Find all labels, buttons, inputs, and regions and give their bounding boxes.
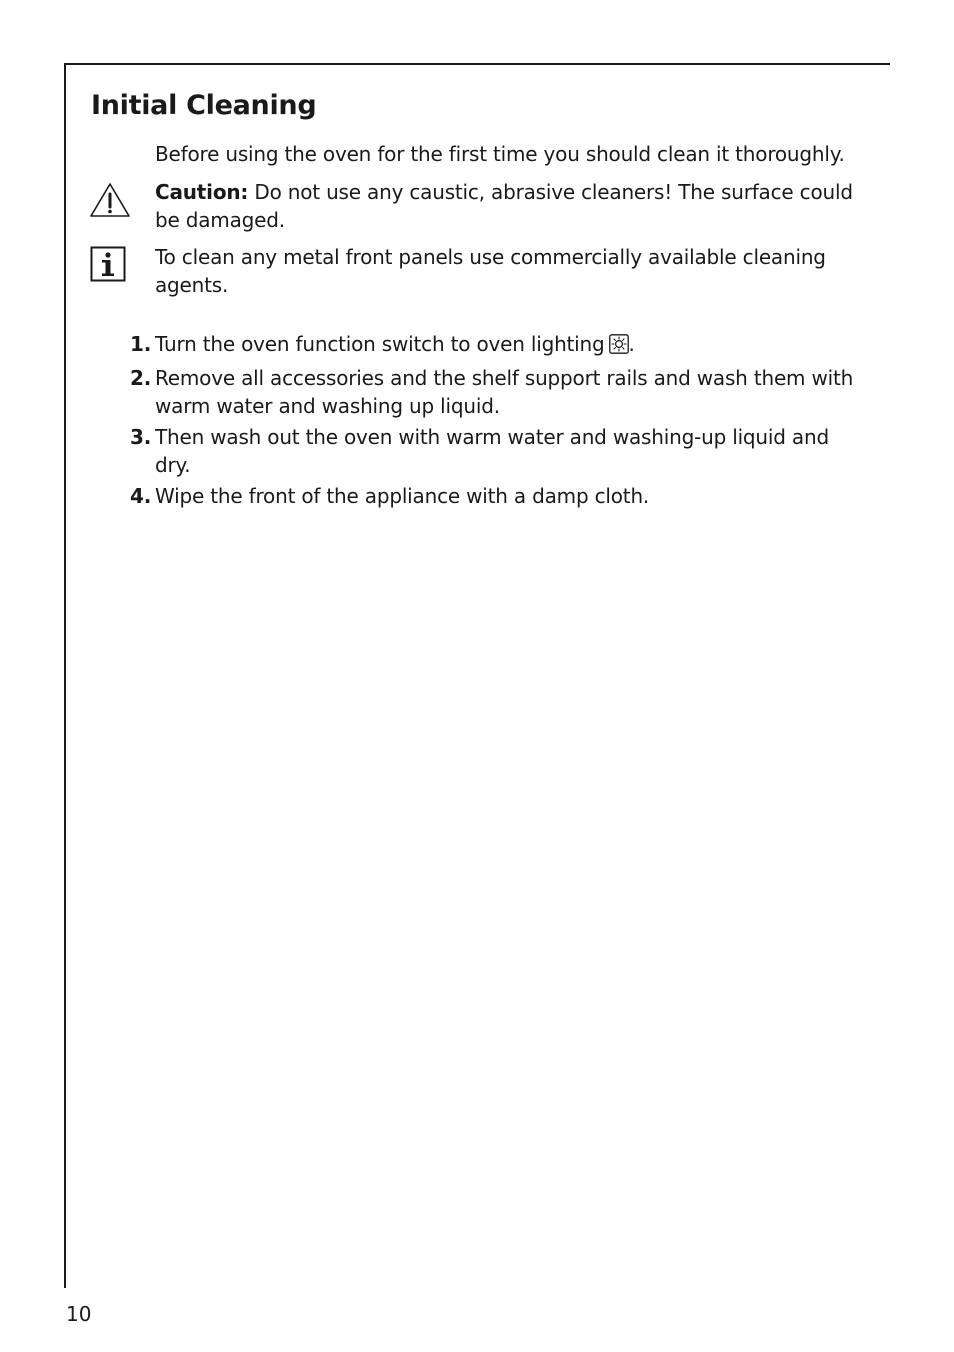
step-number: 4. [130,484,152,508]
intro-paragraph: Before using the oven for the first time you should clean it thoroughly. [155,142,845,166]
step-item [130,364,870,420]
step-number: 1. [130,332,152,356]
step-text: Turn the oven function switch to oven lighting [155,332,605,356]
step-text: Then wash out the oven with warm water and washing-up liquid and dry. [155,425,829,477]
info-paragraph: To clean any metal front panels use commercially available cleaning agents. [155,245,826,297]
info-icon [90,246,126,286]
step-item [130,423,870,479]
caution-text: Do not use any caustic, abrasive cleaners! The surface could be damaged. [155,180,853,232]
frame-top-rule [64,63,890,65]
frame-left-rule [64,63,66,1288]
step-item [130,330,870,361]
cleaning-steps-list [130,330,870,513]
page-number: 10 [66,1302,92,1326]
step-item [130,482,870,510]
section-title: Initial Cleaning [91,90,317,121]
step-number: 2. [130,366,152,390]
caution-label: Caution: [155,180,249,204]
step-text: Wipe the front of the appliance with a damp cloth. [155,484,650,508]
oven-light-icon [609,333,629,361]
warning-triangle-icon [88,181,132,223]
step-suffix: . [628,332,635,356]
step-text: Remove all accessories and the shelf support rails and wash them with warm water and washing up liquid. [155,366,854,418]
caution-paragraph [155,178,867,234]
step-number: 3. [130,425,152,449]
